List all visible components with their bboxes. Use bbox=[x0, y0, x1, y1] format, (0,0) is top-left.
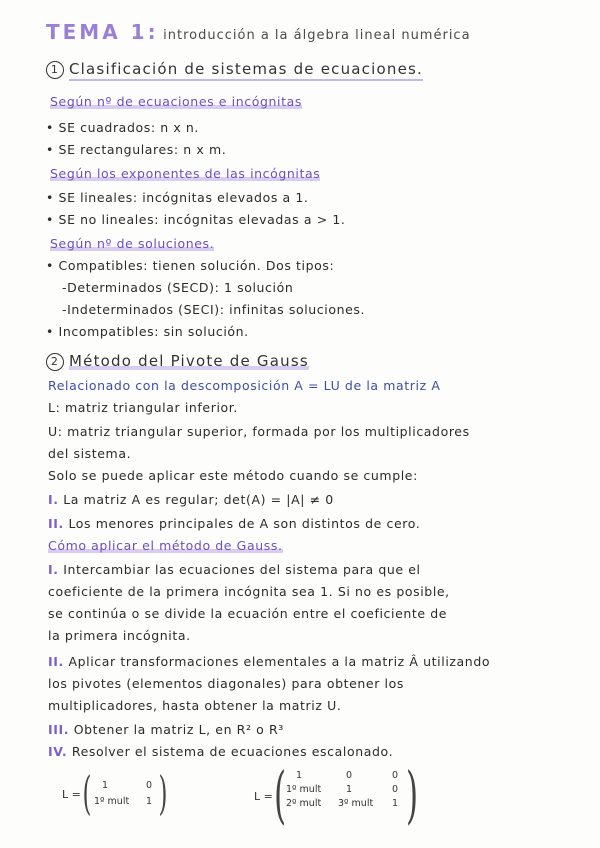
text-line: Relacionado con la descomposición A = LU de la matriz A bbox=[48, 378, 441, 393]
matrix-cell: 0 bbox=[346, 770, 353, 781]
list-item: • SE lineales: incógnitas elevados a 1. bbox=[46, 190, 309, 205]
subheading-ecuaciones: Según nº de ecuaciones e incógnitas bbox=[50, 94, 302, 109]
matrix-cell: 1 bbox=[392, 798, 399, 809]
step-line: se continúa o se divide la ecuación entre el coeficiente de bbox=[48, 606, 448, 621]
matrix-cell: 1 bbox=[296, 770, 303, 781]
list-item: • SE rectangulares: n x m. bbox=[46, 142, 227, 157]
section1-number: 1 bbox=[46, 61, 64, 79]
matrix-cell: 2º mult bbox=[286, 798, 322, 809]
step-item: III. Obtener la matriz L, en R² o R³ bbox=[48, 722, 284, 737]
page-title bbox=[46, 20, 471, 44]
section2-title: Método del Pivote de Gauss bbox=[69, 352, 309, 370]
step-line: los pivotes (elementos diagonales) para obtener los bbox=[48, 676, 404, 691]
matrix-right-paren: ) bbox=[406, 758, 419, 831]
matrix-cell: 1 bbox=[146, 796, 153, 807]
step-item: II. Aplicar transformaciones elementales a la matriz Â utilizando bbox=[48, 654, 491, 669]
list-item: -Determinados (SECD): 1 solución bbox=[62, 280, 294, 295]
matrix-cell: 1 bbox=[102, 780, 109, 791]
matrix-left-paren: ( bbox=[274, 758, 287, 831]
matrix-3x3 bbox=[254, 758, 434, 842]
step-item: I. Intercambiar las ecuaciones del sistema para que el bbox=[48, 562, 421, 577]
title-tema: TEMA 1: bbox=[46, 20, 159, 44]
matrix-cell: 1º mult bbox=[94, 796, 130, 807]
matrix-cell: 1 bbox=[346, 784, 353, 795]
title-subtitle: introducción a la álgebra lineal numérica bbox=[163, 28, 471, 43]
step-line: coeficiente de la primera incógnita sea 1. Si no es posible, bbox=[48, 584, 450, 599]
matrix-cell: 0 bbox=[392, 770, 399, 781]
matrix-2x2 bbox=[62, 766, 182, 832]
condition-item: I. La matriz A es regular; det(A) = |A| ≠ 0 bbox=[48, 492, 334, 507]
step-item: IV. Resolver el sistema de ecuaciones escalonado. bbox=[48, 744, 394, 759]
matrix-left-paren: ( bbox=[82, 766, 92, 820]
text-line: L: matriz triangular inferior. bbox=[48, 400, 238, 415]
matrix-cell: 3º mult bbox=[338, 798, 374, 809]
step-line: multiplicadores, hasta obtener la matriz U. bbox=[48, 698, 342, 713]
list-item: • SE cuadrados: n x n. bbox=[46, 120, 199, 135]
matrix-cell: 0 bbox=[392, 784, 399, 795]
matrix-label: L = bbox=[254, 790, 273, 803]
section2-heading bbox=[46, 352, 309, 371]
matrix-cell: 1º mult bbox=[286, 784, 322, 795]
subheading-soluciones: Según nº de soluciones. bbox=[50, 236, 215, 251]
list-item: -Indeterminados (SECI): infinitas soluciones. bbox=[62, 302, 366, 317]
list-item: • Compatibles: tienen solución. Dos tipos: bbox=[46, 258, 335, 273]
subheading-como-aplicar: Cómo aplicar el método de Gauss. bbox=[48, 538, 283, 553]
section1-heading bbox=[46, 60, 423, 79]
section1-title: Clasificación de sistemas de ecuaciones. bbox=[69, 60, 423, 81]
section2-number: 2 bbox=[46, 353, 64, 371]
text-line: Solo se puede aplicar este método cuando se cumple: bbox=[48, 468, 418, 483]
step-line: la primera incógnita. bbox=[48, 628, 191, 643]
matrix-right-paren: ) bbox=[158, 766, 168, 820]
list-item: • Incompatibles: sin solución. bbox=[46, 324, 249, 339]
matrix-label: L = bbox=[62, 788, 81, 801]
subheading-exponentes: Según los exponentes de las incógnitas bbox=[50, 166, 321, 181]
text-line: U: matriz triangular superior, formada por los multiplicadores bbox=[48, 424, 470, 439]
matrix-cell: 0 bbox=[146, 780, 153, 791]
condition-item: II. Los menores principales de A son distintos de cero. bbox=[48, 516, 421, 531]
text-line: del sistema. bbox=[48, 446, 132, 461]
list-item: • SE no lineales: incógnitas elevadas a > 1. bbox=[46, 212, 346, 227]
